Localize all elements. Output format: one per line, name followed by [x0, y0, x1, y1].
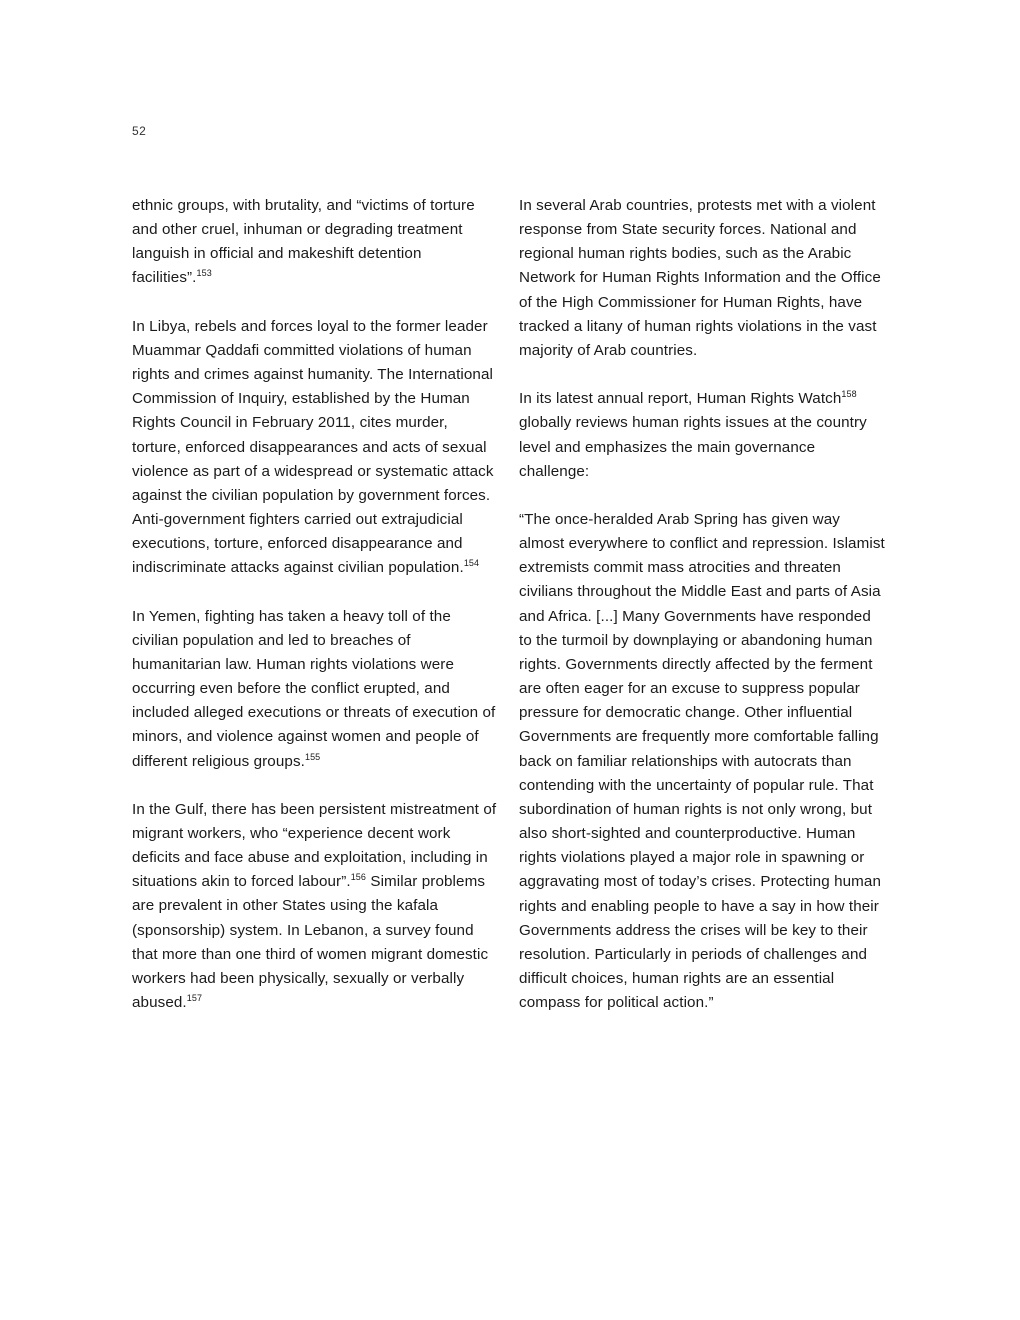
right-column [519, 194, 885, 1039]
paragraph-text: “The once-heralded Arab Spring has given way almost everywhere to conflict and repression. Islamist extremists commit mass atrocities and threaten civilians throughout the Middle East and parts of Asia and Africa. [...] Many Governments have responded to the turmoil by downplaying or abandoning human rights. Governments directly affected by the ferment are often eager for an excuse to suppress popular pressure for democratic change. Other influential Governments are frequently more comfortable falling back on familiar relationships with autocrats than contending with the uncertainty of popular rule. That subordination of human rights is not only wrong, but also short-sighted and counterproductive. Human rights violations played a major role in spawning or aggravating most of today’s crises. Protecting human rights and enabling people to have a say in how their Governments address the crises will be key to their resolution. Particularly in periods of challenges and difficult choices, human rights are an essential compass for political action.” [519, 511, 885, 1012]
footnote-ref: 155 [304, 751, 321, 762]
footnote-ref: 153 [196, 268, 212, 279]
paragraph-text: In several Arab countries, protests met with a violent response from State security forces. National and regional human rights bodies, such as the Arabic Network for Human Rights Information and the Office of the High Commissioner for Human Rights, have tracked a litany of human rights violations in the vast majority of Arab countries. [519, 197, 881, 359]
paragraph-quotation [519, 508, 885, 1015]
paragraph-detention [132, 194, 498, 291]
footnote-ref: 154 [463, 558, 480, 569]
paragraph-text: Similar problems are prevalent in other States using the kafala (sponsorship) system. In Lebanon, a survey found that more than one third of women migrant domestic workers had been physically, sexually or verbally abused. [132, 873, 489, 1012]
paragraph-text: In Libya, rebels and forces loyal to the former leader Muammar Qaddafi committed violations of human rights and crimes against humanity. The International Commission of Inquiry, established by the Human Rights Council in February 2011, cites murder, torture, enforced disappearances and acts of sexual violence as part of a widespread or systematic attack against the civilian population by government forces. Anti-government fighters carried out extrajudicial executions, torture, enforced disappearance and indiscriminate attacks against civilian population. [132, 317, 494, 577]
page-number: 52 [132, 124, 147, 138]
paragraph-hrw-report [519, 387, 885, 484]
paragraph-text: ethnic groups, with brutality, and “victims of torture and other cruel, inhuman or degrading treatment languish in official and makeshift detention facilities”. [132, 197, 475, 287]
paragraph-text: In Yemen, fighting has taken a heavy toll of the civilian population and led to breaches of humanitarian law. Human rights violations were occurring even before the conflict erupted, and included alleged executions or threats of execution of minors, and violence against women and people of different religious groups. [132, 607, 496, 770]
paragraph-gulf [132, 798, 498, 1015]
paragraph-text: In the Gulf, there has been persistent mistreatment of migrant workers, who “experience decent work deficits and face abuse and exploitation, including in situations akin to forced labour”. [132, 800, 497, 891]
footnote-ref: 156 [350, 872, 367, 883]
paragraph-text: globally reviews human rights issues at the country level and emphasizes the main governance challenge: [519, 414, 867, 480]
paragraph-libya [132, 315, 498, 581]
paragraph-text: In its latest annual report, Human Rights Watch [519, 390, 842, 408]
paragraph-arab-protests [519, 194, 885, 363]
left-column [132, 194, 498, 1039]
footnote-ref: 158 [841, 389, 857, 400]
footnote-ref: 157 [186, 993, 203, 1004]
paragraph-yemen [132, 605, 498, 774]
